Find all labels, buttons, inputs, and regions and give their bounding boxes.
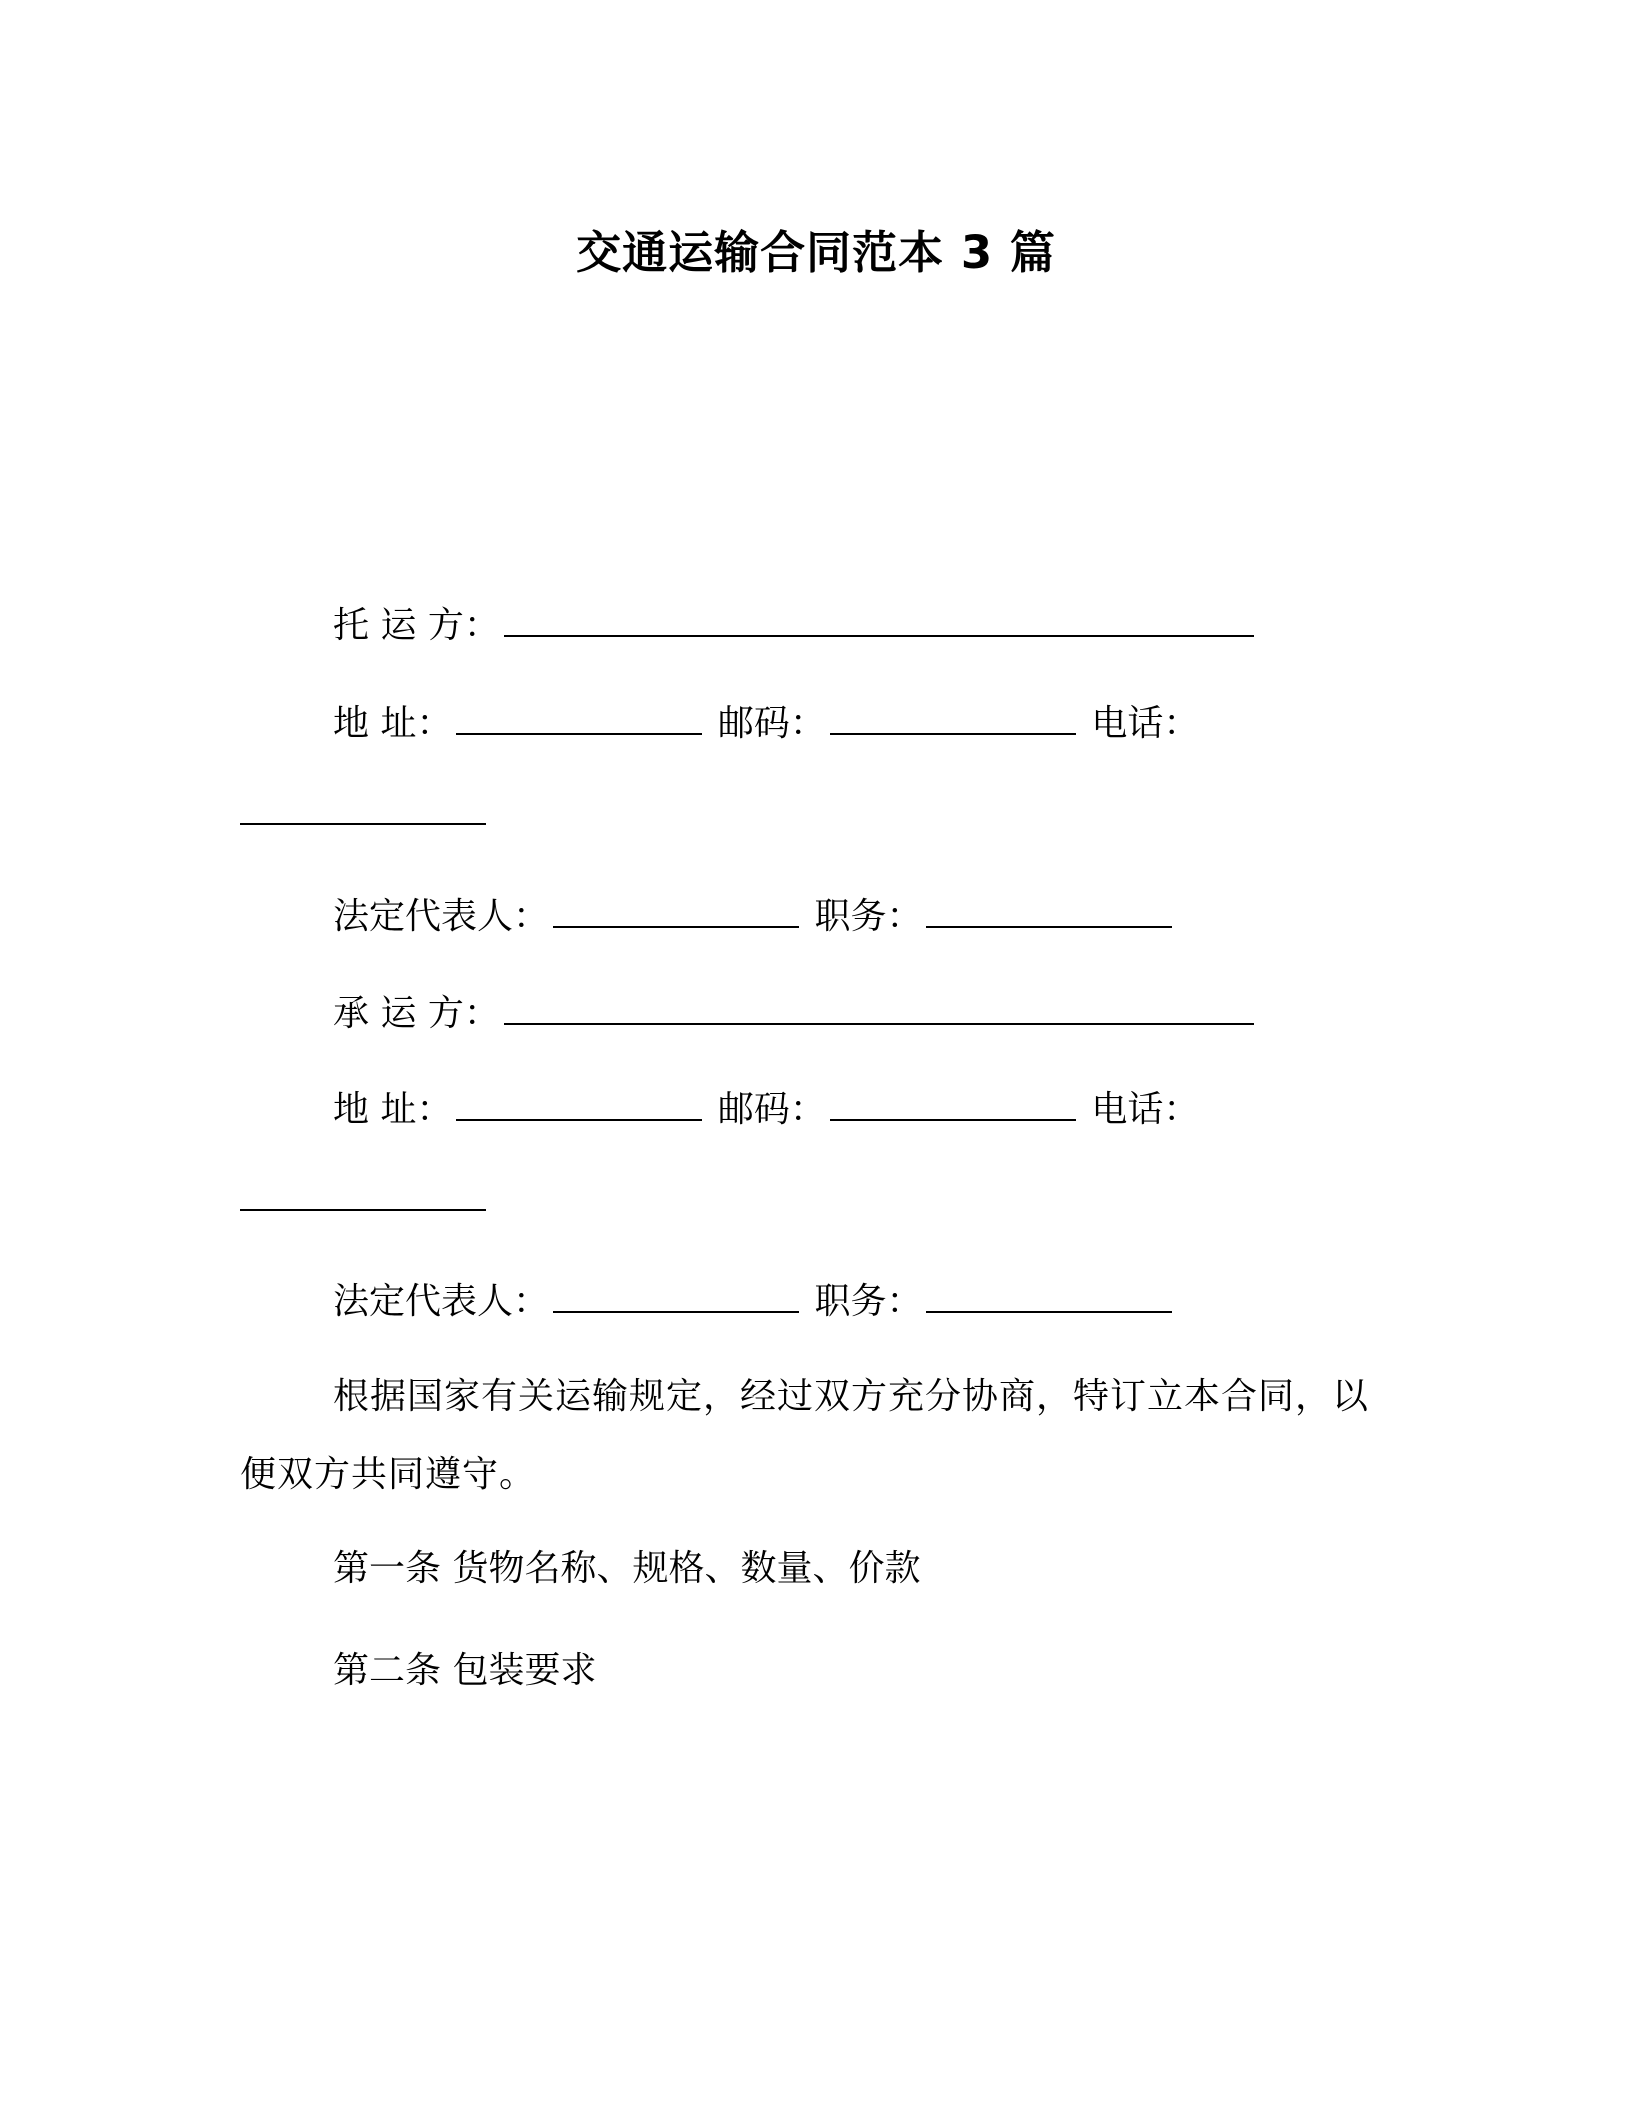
document-title: 交通运输合同范本 3 篇 (576, 226, 1056, 279)
carrier-party-line (333, 990, 1258, 1038)
carrier-legal-rep-label: 法定代表人： (333, 1281, 550, 1322)
shipper-position-blank (926, 896, 1172, 928)
carrier-address-label: 地 址： (333, 1089, 453, 1130)
carrier-postcode-blank (830, 1089, 1076, 1121)
carrier-party-blank (504, 993, 1254, 1025)
shipper-party-line (333, 602, 1258, 650)
carrier-phone-label: 电话： (1091, 1089, 1200, 1130)
shipper-address-label: 地 址： (333, 703, 453, 744)
shipper-postcode-label: 邮码： (717, 703, 826, 744)
shipper-phone-line (240, 790, 490, 838)
article-1-heading: 第一条 货物名称、规格、数量、价款 (333, 1548, 921, 1589)
shipper-postcode-blank (830, 703, 1076, 735)
shipper-phone-blank (240, 793, 486, 825)
preamble-paragraph: 根据国家有关运输规定，经过双方充分协商，特订立本合同，以便双方共同遵守。 (240, 1376, 1370, 1495)
shipper-contact-line (333, 700, 1199, 748)
carrier-contact-line (333, 1086, 1199, 1134)
carrier-address-blank (456, 1089, 702, 1121)
shipper-legal-rep-line (333, 893, 1176, 941)
carrier-phone-blank (240, 1179, 486, 1211)
carrier-position-label: 职务： (814, 1281, 923, 1322)
carrier-postcode-label: 邮码： (717, 1089, 826, 1130)
shipper-party-blank (504, 605, 1254, 637)
shipper-phone-label: 电话： (1091, 703, 1200, 744)
shipper-address-blank (456, 703, 702, 735)
carrier-party-label: 承 运 方： (333, 993, 500, 1034)
carrier-position-blank (926, 1281, 1172, 1313)
shipper-legal-rep-label: 法定代表人： (333, 896, 550, 937)
article-2-heading: 第二条 包装要求 (333, 1650, 597, 1691)
shipper-legal-rep-blank (553, 896, 799, 928)
shipper-party-label: 托 运 方： (333, 605, 500, 646)
carrier-legal-rep-blank (553, 1281, 799, 1313)
carrier-phone-line (240, 1176, 490, 1224)
carrier-legal-rep-line (333, 1278, 1176, 1326)
shipper-position-label: 职务： (814, 896, 923, 937)
